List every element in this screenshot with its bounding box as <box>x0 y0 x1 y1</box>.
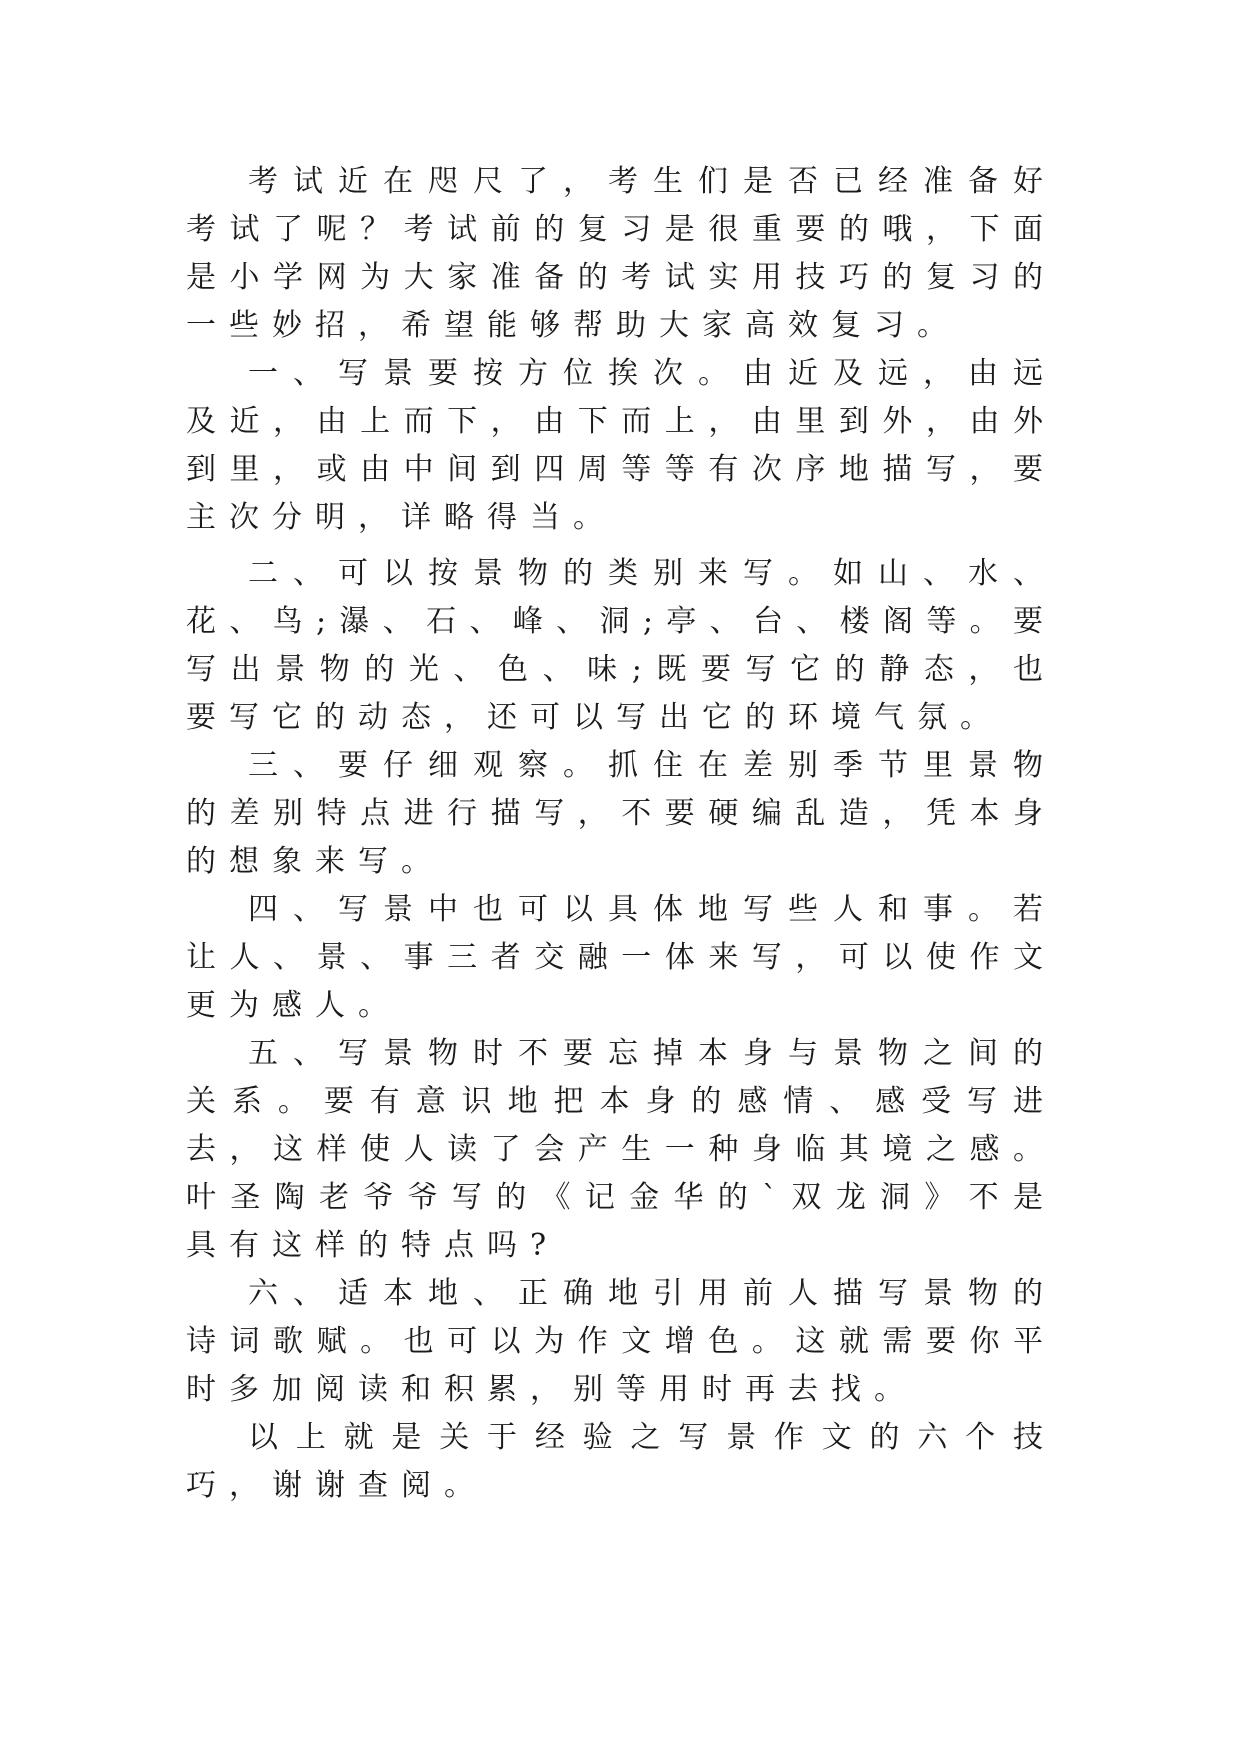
tip-paragraph-1: 一、写景要按方位挨次。由近及远，由远及近，由上而下，由下而上，由里到外，由外到里，或由中间到四周等等有次序地描写，要主次分明，详略得当。 <box>186 356 1056 535</box>
tip-paragraph-6: 六、适本地、正确地引用前人描写景物的诗词歌赋。也可以为作文增色。这就需要你平时多加阅读和积累，别等用时再去找。 <box>186 1276 1056 1407</box>
closing-paragraph: 以上就是关于经验之写景作文的六个技巧，谢谢查阅。 <box>186 1420 1056 1503</box>
intro-paragraph: 考试近在咫尺了，考生们是否已经准备好考试了呢？考试前的复习是很重要的哦，下面是小学网为大家准备的考试实用技巧的复习的一些妙招，希望能够帮助大家高效复习。 <box>186 164 1056 343</box>
tip-paragraph-3: 三、要仔细观察。抓住在差别季节里景物的差别特点进行描写，不要硬编乱造，凭本身的想象来写。 <box>186 748 1056 879</box>
tip-paragraph-2: 二、可以按景物的类别来写。如山、水、花、鸟;瀑、石、峰、洞;亭、台、楼阁等。要写出景物的光、色、味;既要写它的静态，也要写它的动态，还可以写出它的环境气氛。 <box>186 556 1056 735</box>
document-body <box>186 158 1056 1510</box>
tip-paragraph-4: 四、写景中也可以具体地写些人和事。若让人、景、事三者交融一体来写，可以使作文更为感人。 <box>186 892 1056 1023</box>
tip-paragraph-5: 五、写景物时不要忘掉本身与景物之间的关系。要有意识地把本身的感情、感受写进去，这样使人读了会产生一种身临其境之感。叶圣陶老爷爷写的《记金华的`双龙洞》不是具有这样的特点吗? <box>186 1036 1056 1263</box>
